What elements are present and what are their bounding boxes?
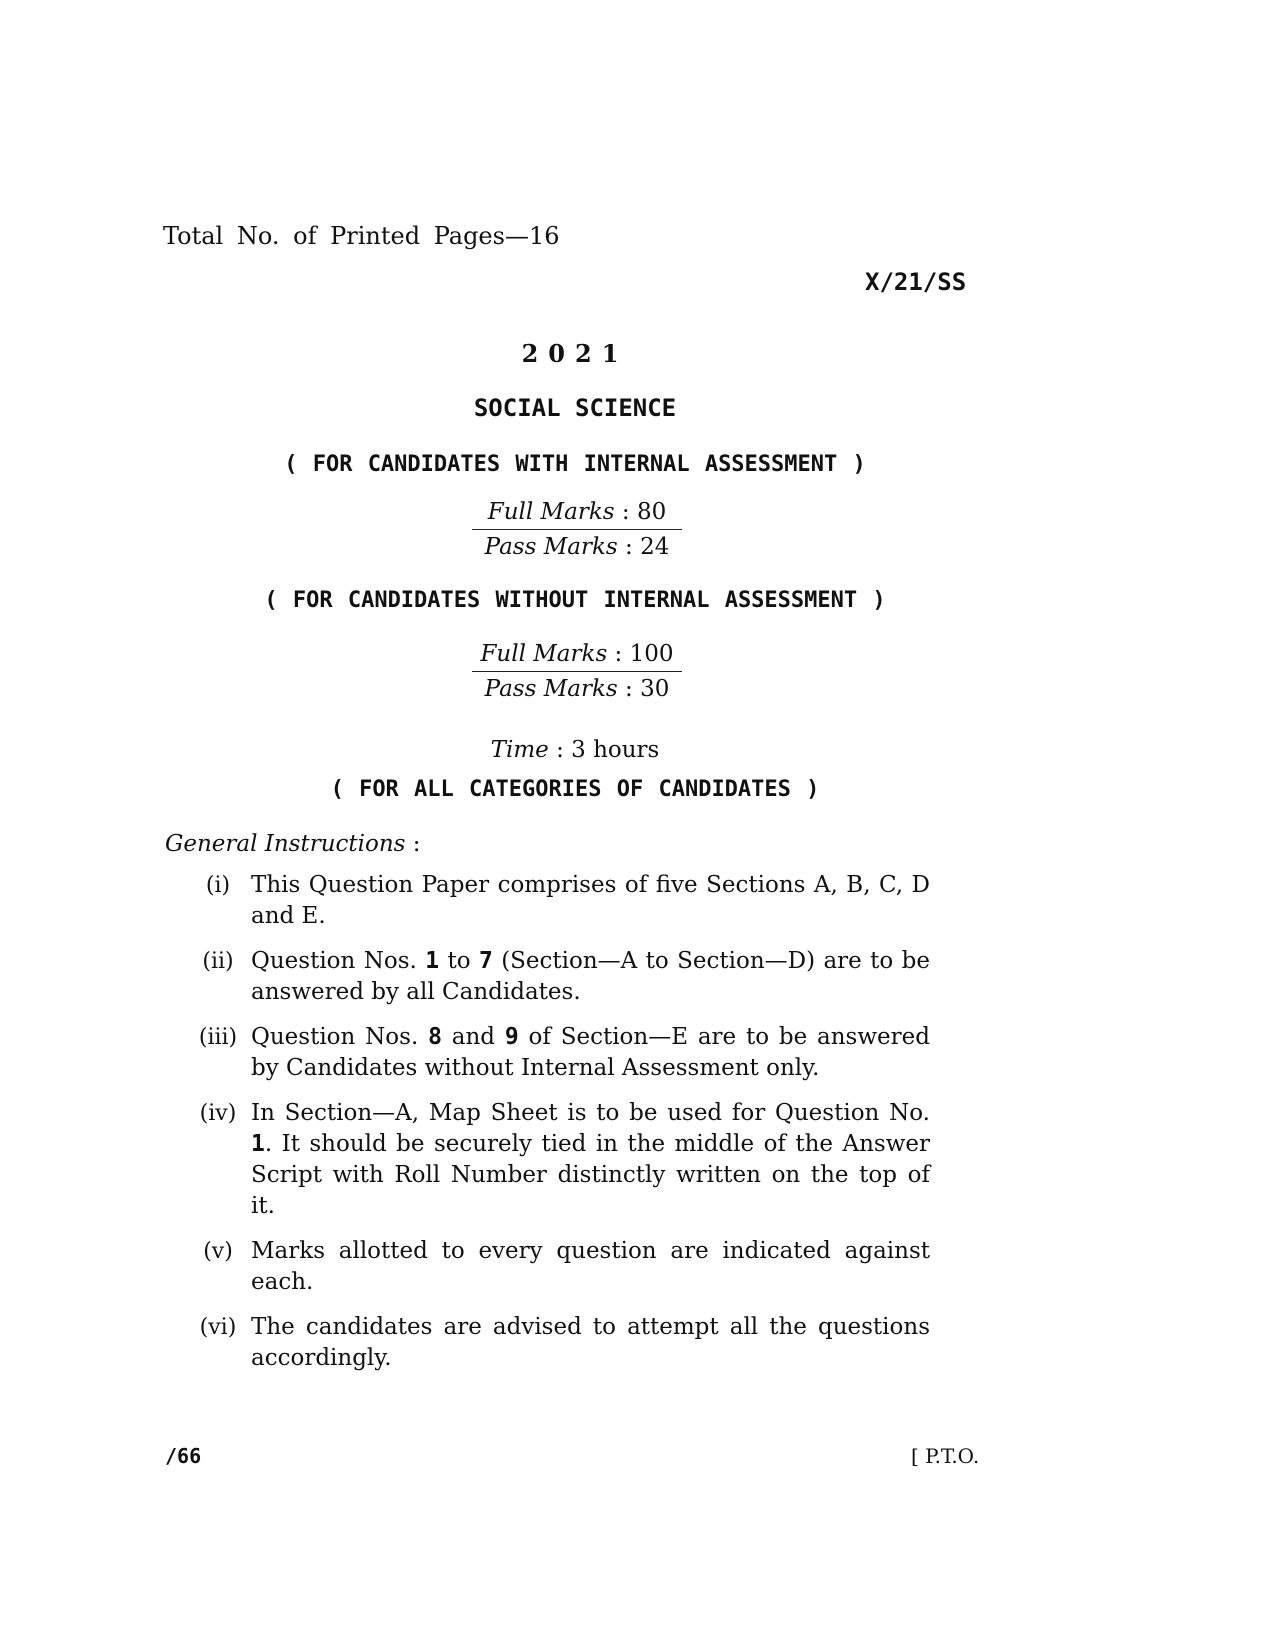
instructions-list	[185, 870, 930, 1388]
instruction-text: In Section—A, Map Sheet is to be used for Question No. 1. It should be securely tied in the middle of the Answer Script with Roll Number distinctly written on the top of it.	[251, 1100, 930, 1219]
instruction-text: The candidates are advised to attempt all the questions accordingly.	[251, 1314, 930, 1371]
all-categories-heading: ( FOR ALL CATEGORIES OF CANDIDATES )	[330, 777, 820, 802]
instruction-item	[185, 870, 930, 932]
instruction-number: (i)	[205, 873, 231, 898]
instruction-number: (vi)	[199, 1315, 237, 1340]
instruction-text: Question Nos. 1 to 7 (Section—A to Section—D) are to be answered by all Candidates.	[251, 948, 930, 1005]
exam-time: Time : 3 hours	[490, 737, 660, 763]
pto-note: [ P.T.O.	[911, 1444, 980, 1468]
instruction-item	[185, 946, 930, 1008]
instruction-item	[185, 1098, 930, 1222]
with-ia-marks	[472, 495, 682, 564]
general-instructions-heading: General Instructions :	[165, 831, 421, 857]
instruction-number: (iii)	[198, 1025, 238, 1050]
pass-marks-row: Pass Marks : 30	[484, 676, 670, 702]
full-marks-value: 80	[636, 499, 667, 525]
full-marks-row: Full Marks : 100	[472, 637, 682, 672]
general-instructions-label: General Instructions	[165, 831, 406, 857]
instruction-item	[185, 1236, 930, 1298]
full-marks-row: Full Marks : 80	[472, 495, 682, 530]
pass-marks-value: 30	[640, 676, 670, 702]
without-ia-marks	[472, 637, 682, 706]
instruction-number: (iv)	[199, 1101, 237, 1126]
instruction-item	[185, 1022, 930, 1084]
instruction-item	[185, 1312, 930, 1374]
pass-marks-row: Pass Marks : 24	[484, 534, 670, 560]
pass-marks-value: 24	[640, 534, 670, 560]
instruction-text: This Question Paper comprises of five Sections A, B, C, D and E.	[251, 872, 930, 929]
instruction-text: Question Nos. 8 and 9 of Section—E are to be answered by Candidates without Internal Assessment only.	[251, 1024, 930, 1081]
exam-year: 2021	[521, 339, 629, 368]
full-marks-value: 100	[629, 641, 674, 667]
pass-marks-label: Pass Marks	[484, 534, 618, 560]
instruction-number: (v)	[203, 1239, 233, 1264]
time-label: Time	[490, 737, 549, 763]
instruction-text: Marks allotted to every question are indicated against each.	[251, 1238, 930, 1295]
total-printed-pages: Total No. of Printed Pages—16	[163, 222, 560, 250]
pass-marks-label: Pass Marks	[484, 676, 618, 702]
with-ia-heading: ( FOR CANDIDATES WITH INTERNAL ASSESSMENT )	[284, 452, 866, 477]
instruction-number: (ii)	[202, 949, 234, 974]
time-value: 3 hours	[571, 737, 660, 763]
full-marks-label: Full Marks	[487, 499, 615, 525]
paper-code: X/21/SS	[865, 268, 967, 296]
page-code: /66	[165, 1444, 202, 1468]
full-marks-label: Full Marks	[480, 641, 608, 667]
subject-title: SOCIAL SCIENCE	[473, 394, 677, 422]
without-ia-heading: ( FOR CANDIDATES WITHOUT INTERNAL ASSESSMENT )	[264, 588, 886, 613]
